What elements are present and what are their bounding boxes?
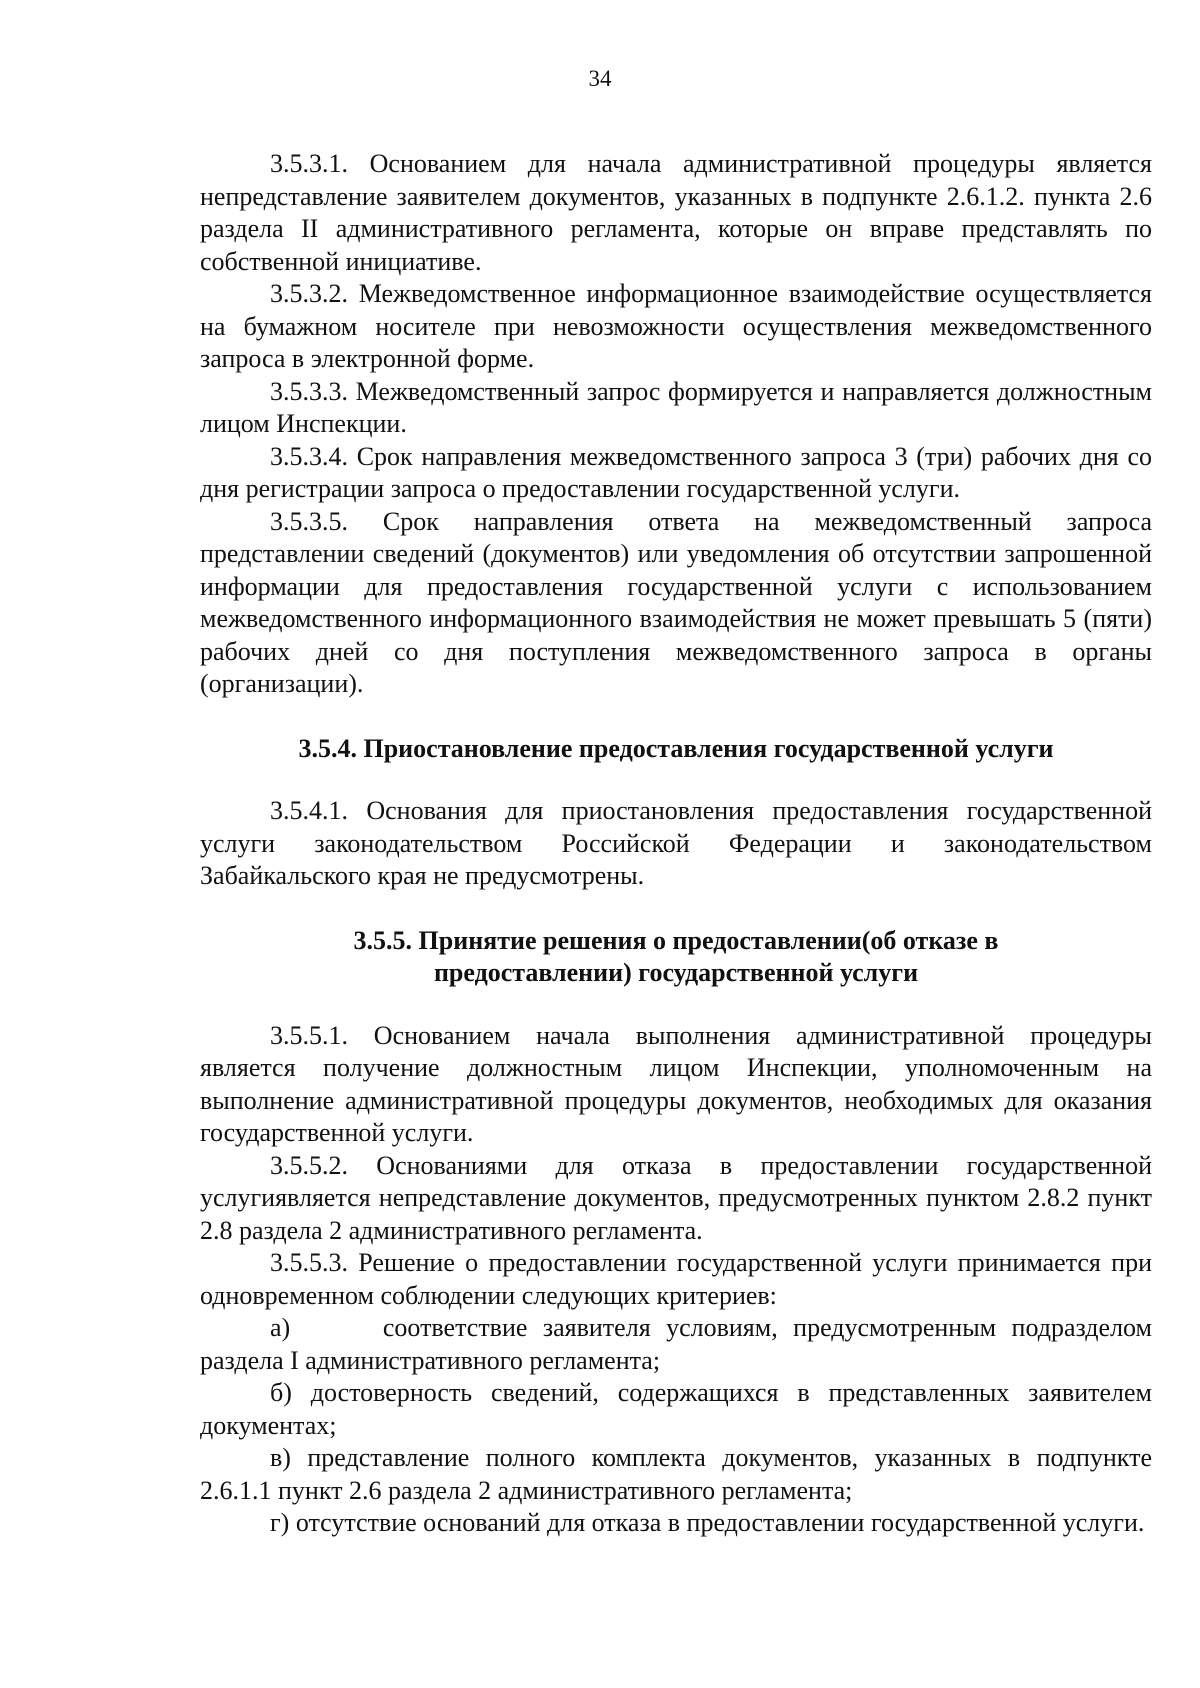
criterion-b: б) достоверность сведений, содержащихся в представленных заявителем документах; (200, 1378, 1152, 1440)
section-heading-3-5-4: 3.5.4. Приостановление предоставления государственной услуги (298, 733, 1054, 763)
paragraph-3-5-3-2: 3.5.3.2. Межведомственное информационное взаимодействие осуществляется на бумажном носителе при невозможности осуществления межведомственного запроса в электронной форме. (200, 279, 1152, 373)
document-body (200, 148, 1159, 1540)
paragraph-3-5-3-4: 3.5.3.4. Срок направления межведомственного запроса 3 (три) рабочих дня со дня регистрации запроса о предоставлении государственной услуги. (200, 441, 1152, 503)
section-heading-3-5-5-line-2: предоставлении) государственной услуги (433, 958, 919, 987)
paragraph-3-5-4-1: 3.5.4.1. Основания для приостановления предоставления государственной услуги законодательством Российской Федерации и законодательством Забайкальского края не предусмотрены. (200, 796, 1152, 890)
paragraph-3-5-5-2: 3.5.5.2. Основаниями для отказа в предоставлении государственной услугиявляется непредставление документов, предусмотренных пунктом 2.8.2 пункт 2.8 раздела 2 административного регламента. (200, 1150, 1152, 1245)
criterion-g: г) отсутствие оснований для отказа в предоставлении государственной услуги. (270, 1508, 1145, 1537)
paragraph-3-5-3-3: 3.5.3.3. Межведомственный запрос формируется и направляется должностным лицом Инспекции. (200, 376, 1152, 438)
page-number: 34 (588, 66, 612, 91)
section-heading-3-5-5 (200, 925, 1152, 990)
criterion-v: в) представление полного комплекта документов, указанных в подпункте 2.6.1.1 пункт 2.6 раздела 2 административного регламента; (200, 1443, 1152, 1505)
paragraph-3-5-3-1: 3.5.3.1. Основанием для начала административной процедуры является непредставление заявителем документов, указанных в подпункте 2.6.1.2. пункта 2.6 раздела II административного регламента, которые он вправе представлять по собственной инициативе. (200, 149, 1152, 276)
paragraph-3-5-5-1: 3.5.5.1. Основанием начала выполнения административной процедуры является получение должностным лицом Инспекции, уполномоченным на выполнение административной процедуры документов, необходимых для оказания государственной услуги. (200, 1020, 1152, 1147)
paragraph-3-5-3-5: 3.5.3.5. Срок направления ответа на межведомственный запроса представлении сведений (документов) или уведомления об отсутствии запрошенной информации для предоставления государственной услуги с использованием межведомственного информационного взаимодействия не может превышать 5 (пяти) рабочих дней со дня поступления межведомственного запроса в органы (организации). (200, 506, 1152, 698)
section-heading-3-5-5-line-1: 3.5.5. Принятие решения о предоставлении(об отказе в (353, 925, 999, 955)
criterion-a: а) соответствие заявителя условиям, предусмотренным подразделом раздела I административного регламента; (200, 1313, 1159, 1375)
paragraph-3-5-5-3: 3.5.5.3. Решение о предоставлении государственной услуги принимается при одновременном соблюдении следующих критериев: (200, 1248, 1152, 1310)
